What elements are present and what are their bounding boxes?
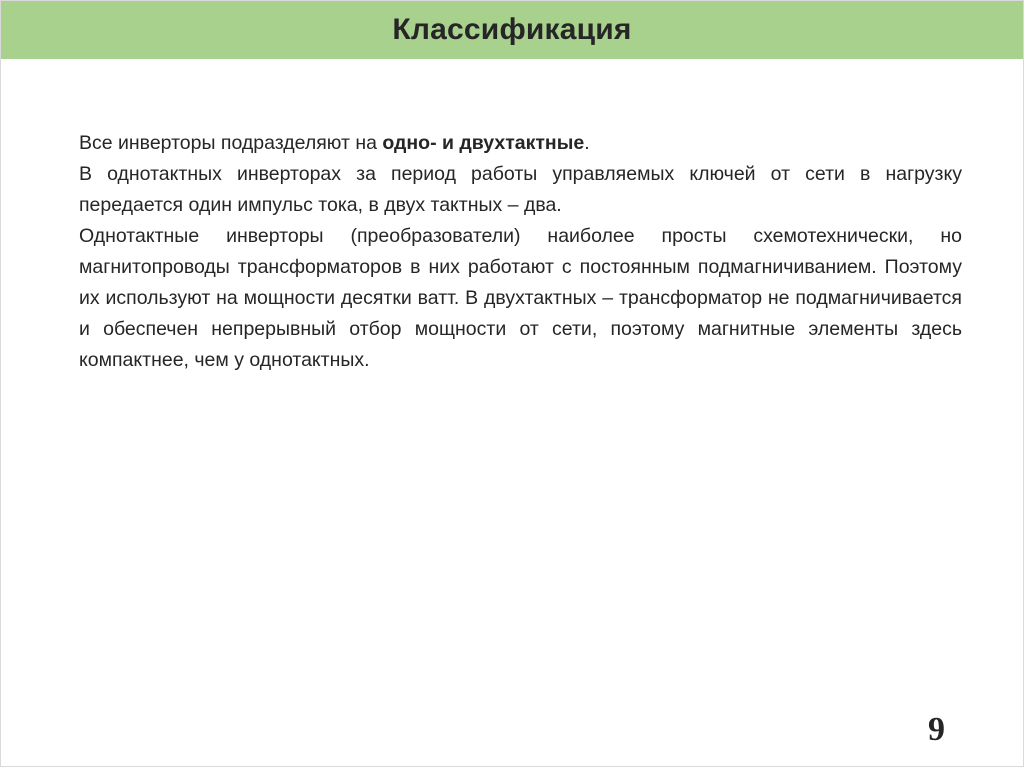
paragraph-2: В однотактных инверторах за период работы управляемых ключей от сети в нагрузку передается один импульс тока, в двух тактных – два. bbox=[79, 163, 962, 216]
paragraph-1-bold: одно- и двухтактные bbox=[382, 132, 585, 154]
slide-body bbox=[79, 128, 962, 376]
paragraph-3: Однотактные инверторы (преобразователи) наиболее просты схемотехнически, но магнитопроводы трансформаторов в них работают с постоянным подмагничиванием. Поэтому их используют на мощности десятки ватт. В двухтактных – трансформатор не подмагничивается и обеспечен непрерывный отбор мощности от сети, поэтому магнитные элементы здесь компактнее, чем у однотактных. bbox=[79, 225, 962, 371]
paragraph-1-suffix: . bbox=[584, 132, 590, 154]
title-bar bbox=[1, 1, 1023, 59]
paragraph-1 bbox=[79, 128, 962, 159]
paragraph-1-prefix: Все инверторы подразделяют на bbox=[79, 132, 383, 154]
slide-title: Классификация bbox=[392, 13, 632, 46]
page-number: 9 bbox=[928, 711, 945, 748]
